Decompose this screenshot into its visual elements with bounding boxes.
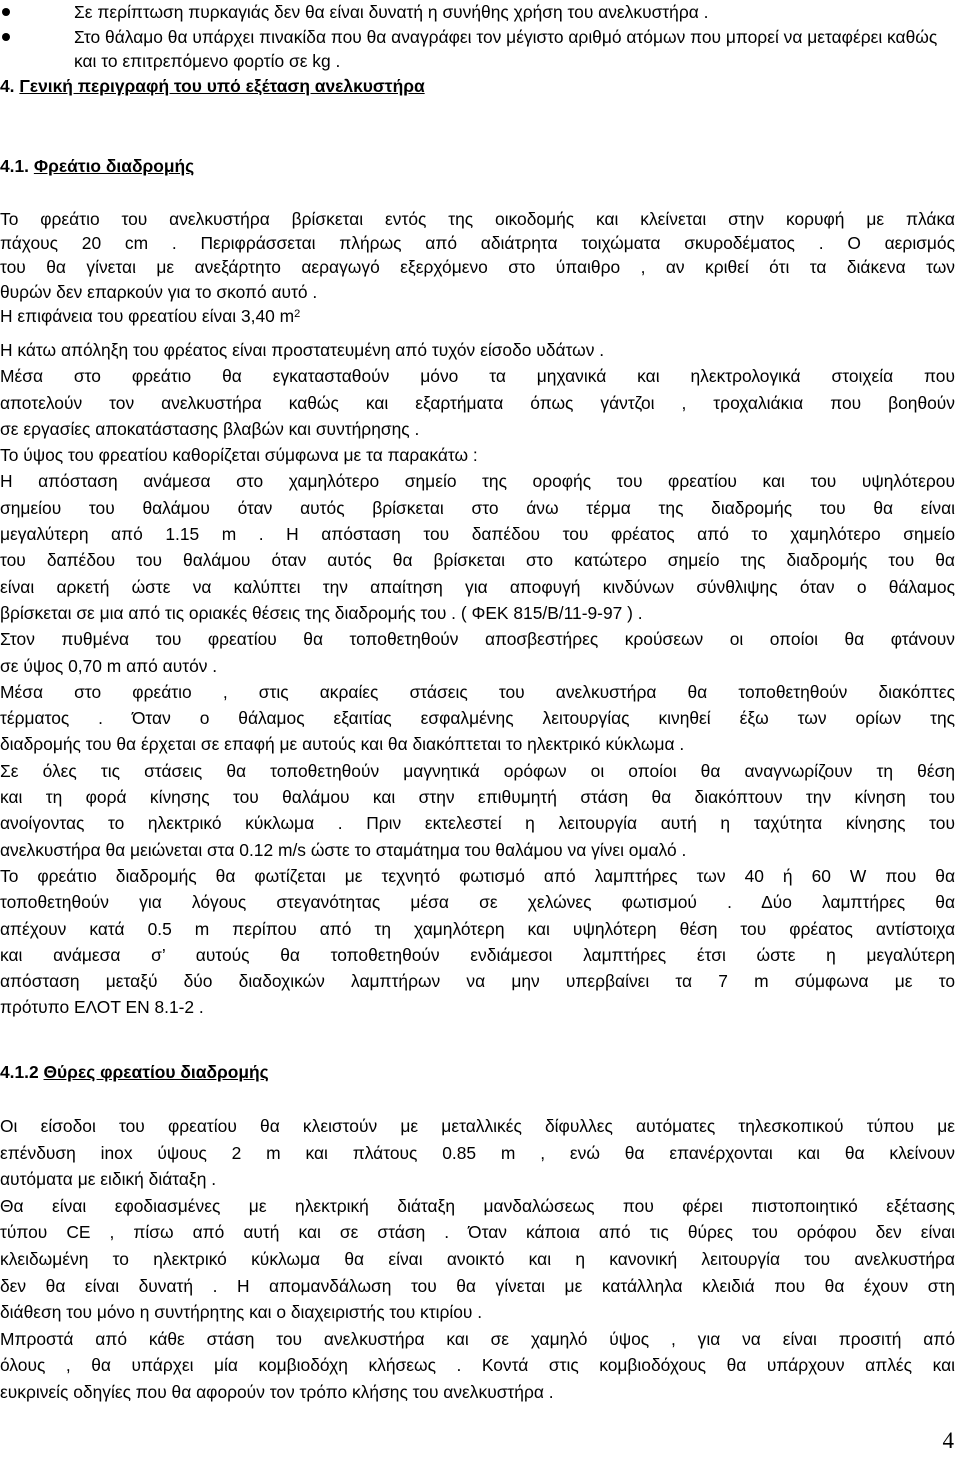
text-line: Θα είναι εφοδιασμένες με ηλεκτρική διάταξη μανδαλώσεως που φέρει πιστοποιητικό εξέτασης [0,1195,955,1216]
text-line: διάθεση του μόνο η συντήρητης και ο διαχειριστής του κτιρίου . [0,1302,483,1323]
text-line: μεγαλύτερη από 1.15 m . Η απόσταση του δαπέδου του φρέατος από το χαμηλότερο σημείο [0,524,955,545]
text-line: Μπροστά από κάθε στάση του ανελκυστήρα και σε χαμηλό ύψος , για να είναι προσιτή από [0,1328,955,1349]
section-number: 4. [0,76,15,96]
text-line: Στον πυθμένα του φρεατίου θα τοποθετηθούν αποσβεστήρες κρούσεων οι οποίοι θα φτάνουν [0,629,955,650]
text-line: ευκρινείς οδηγίες που θα αφορούν τον τρόπο κλήσης του ανελκυστήρα . [0,1381,554,1402]
text-line: τέρματος . Όταν ο θάλαμος εξαιτίας εσφαλμένης λειτουργίας κινηθεί έξω των ορίων της [0,708,955,729]
section-title: Φρεάτιο διαδρομής [33,156,195,176]
text-line: πρότυπο ΕΛΟΤ ΕΝ 8.1-2 . [0,997,204,1018]
text-line: αυτόματα με ειδική διάταξη . [0,1169,217,1190]
text-line: Σε όλες τις στάσεις θα τοποθετηθούν μαγνητικά ορόφων οι οποίοι θα αναγνωρίζουν τη θέση [0,760,955,781]
bullet-icon [0,25,74,74]
text-line: Μέσα στο φρεάτιο , στις ακραίες στάσεις του ανελκυστήρα θα τοποθετηθούν διακόπτες [0,681,955,702]
text-line: Μέσα στο φρεάτιο θα εγκατασταθούν μόνο τα μηχανικά και ηλεκτρολογικά στοιχεία που [0,366,955,387]
section-heading-4-1-2 [0,1062,269,1083]
text-line: κλειδωμένη το ηλεκτρικό κύκλωμα θα είναι ανοικτό και η κανονική λειτουργία του ανελκυστήρα [0,1248,955,1269]
list-item: Στο θάλαμο θα υπάρχει πινακίδα που θα αναγράφει τον μέγιστο αριθμό ατόμων που μπορεί να μεταφέρει καθώς και το επιτρεπόμενο φορτίο σε kg . [0,25,952,74]
text-line: βρίσκεται σε μια από τις οριακές θέσεις της διαδρομής του . ( ΦΕΚ 815/Β/11-9-97 ) . [0,602,643,623]
text-line: σημείου του θαλάμου όταν αυτός βρίσκεται στο άνω τέρμα της διαδρομής του θα είναι [0,497,955,518]
text-line: Το φρεάτιο του ανελκυστήρα βρίσκεται εντός της οικοδομής και κλείνεται στην κορυφή με πλάκα [0,209,955,229]
section-4-1-body [0,337,955,1021]
section-number: 4.1.2 [0,1062,39,1082]
text-line: ανοίγοντας το ηλεκτρικό κύκλωμα . Πριν εκτελεστεί η λειτουργία αυτή η ταχύτητα κίνησης του [0,813,955,834]
text-line: απόσταση μεταξύ δύο διαδοχικών λαμπτήρων να μην υπερβαίνει τα 7 m σύμφωνα με το [0,971,955,992]
text-line: σε εργασίες αποκατάστασης βλαβών και συντήρησης . [0,418,420,439]
text-line: απέχουν κατά 0.5 m περίπου από τη χαμηλότερη και υψηλότερη θέση του φρέατος αντίστοιχα [0,918,955,939]
text-line: Οι είσοδοι του φρεατίου θα κλειστούν με μεταλλικές δίφυλλες αυτόματες τηλεσκοπικού τύπου με [0,1116,955,1136]
section-title: Θύρες φρεατίου διαδρομής [43,1062,269,1082]
text-line: Η απόσταση ανάμεσα στο χαμηλότερο σημείο της οροφής του φρεατίου και του υψηλότερου [0,471,955,492]
text-line: Η κάτω απόληξη του φρέατος είναι προστατευμένη από τυχόν είσοδο υδάτων . [0,340,605,360]
section-heading-4-1 [0,156,194,177]
text-line: θυρών δεν επαρκούν για το σκοπό αυτό . [0,281,318,302]
text-line: διαδρομής του θα έρχεται σε επαφή με αυτούς και θα διακόπτεται το ηλεκτρικό κύκλωμα . [0,734,685,755]
page-number: 4 [942,1428,954,1453]
text-line: τύπου CE , πίσω από αυτή και σε στάση . Όταν κάποια από τις θύρες του ορόφου δεν είναι [0,1222,955,1243]
bullet-list [0,0,952,74]
section-number: 4.1. [0,156,30,176]
text-line: και τη φορά κίνησης του θαλάμου και στην επιθυμητή στάση θα διακόπτουν την κίνηση του [0,787,955,808]
shaft-area-line: Η επιφάνεια του φρεατίου είναι 3,40 $m^2$ [0,305,301,326]
text-line: όλους , θα υπάρχει μία κομβιοδόχη κλήσεως . Κοντά στις κομβιοδόχους θα υπάρχουν απλές και [0,1355,955,1376]
text-line: τοποθετηθούν για λόγους στεγανότητας μέσα σε χελώνες φωτισμού . Δύο λαμπτήρες θα [0,892,955,913]
text-line: Το ύψος του φρεατίου καθορίζεται σύμφωνα με τα παρακάτω : [0,445,478,466]
text-line: ανελκυστήρα θα μειώνεται στα 0.12 m/s ώστε το σταμάτημα του θαλάμου να γίνει ομαλό . [0,839,687,860]
text-line: σε ύψος 0,70 m από αυτόν . [0,655,218,676]
text-line: δεν θα είναι δυνατή . Η απομανδάλωση του θα γίνεται με κατάλληλα κλειδιά που θα έχουν στη [0,1275,955,1296]
text-line: αποτελούν τον ανελκυστήρα καθώς και εξαρτήματα όπως γάντζοι , τροχαλιάκια που βοηθούν [0,392,955,413]
section-title: Γενική περιγραφή του υπό εξέταση ανελκυστήρα [19,76,425,96]
section-heading-4 [0,76,425,97]
list-item: Σε περίπτωση πυρκαγιάς δεν θα είναι δυνατή η συνήθης χρήση του ανελκυστήρα . [0,0,952,25]
bullet-icon [0,0,74,25]
text-line: του δαπέδου του θαλάμου όταν αυτός θα βρίσκεται στο κατώτερο σημείο της διαδρομής του θα [0,550,955,571]
text-line: του θα γίνεται με ανεξάρτητο αεραγωγό εξερχόμενο στο ύπαιθρο , αν κριθεί ότι τα διάκενα των [0,257,955,278]
text-line: και ανάμεσα σ’ αυτούς θα τοποθετηθούν ενδιάμεσοι λαμπτήρες έτσι ώστε η μεγαλύτερη [0,944,955,965]
text-line: Το φρεάτιο διαδρομής θα φωτίζεται με τεχνητό φωτισμό από λαμπτήρες των 40 ή 60 W που θα [0,865,955,886]
section-4-1-intro [0,207,955,328]
text-line: πάχους 20 cm . Περιφράσσεται πλήρως από αδιάτρητα τοιχώματα σκυροδέματος . Ο αερισμός [0,233,955,254]
text-line: επένδυση inox ύψους 2 m και πλάτους 0.85 m , ενώ θα επανέρχονται και θα κλείνουν [0,1142,955,1163]
section-4-1-2-body [0,1113,955,1406]
text-line: είναι αρκετή ώστε να καλύπτει την απαίτηση για αποφυγή κινδύνων σύνθλιψης όταν ο θάλαμος [0,576,955,597]
